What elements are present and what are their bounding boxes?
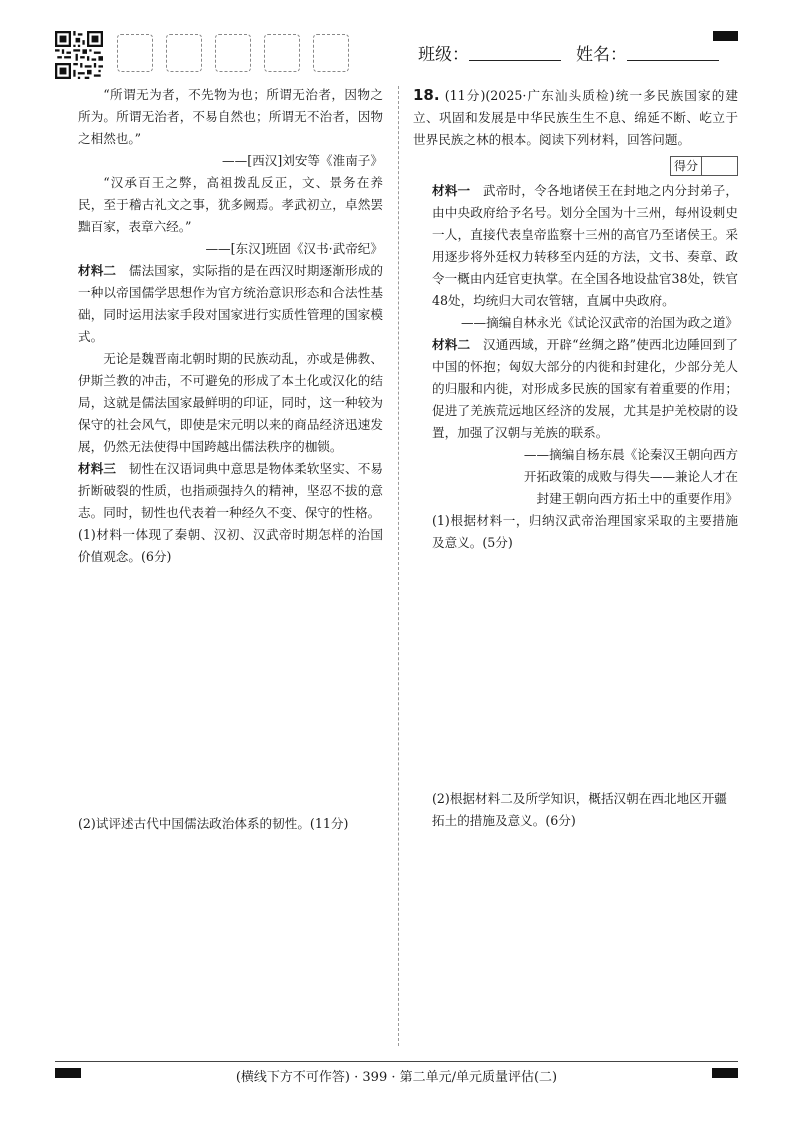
source-hanshu: ——[东汉]班固《汉书·武帝纪》 [205,241,383,256]
material-3-text: 韧性在汉语词典中意思是物体柔软坚实、不易折断破裂的性质，也指顽强持久的精神，坚忍不拔的意志。同时，韧性也代表着一种经久不变、保守的性格。 [78,461,384,520]
left-column [78,84,383,568]
source-material-1: ——摘编自林永光《试论汉武帝的治国为政之道》 [460,315,738,330]
material-2-right [432,334,738,444]
class-input-line[interactable] [469,60,561,61]
material-3 [78,458,383,524]
quote-huainanzi: “所谓无为者，不先物为也；所谓无治者，因物之所为。所谓无治者，不易自然也；所谓无不治者，因物之相然也。” [78,87,383,146]
answer-slot [264,34,300,72]
answer-area-18-2[interactable] [432,838,738,1043]
class-label: 班级： [418,45,469,65]
column-divider [398,86,399,1046]
score-box[interactable] [670,156,738,176]
material-2-right-text: 汉通西域，开辟“丝绸之路”使西北边陲回到了中国的怀抱；匈奴大部分的内徙和封建化，少部分羌人的归服和内徙，对形成多民族的国家有着重要的作用；促进了羌族荒远地区经济的发展，尤其是护羌校尉的设置，加强了汉朝与羌族的联系。 [432,337,739,440]
right-materials [432,180,738,554]
material-2-label: 材料二 [78,263,117,278]
source-material-2-line-2: 开拓政策的成败与得失——兼论人才在 [523,469,738,484]
qr-code-icon [55,31,103,79]
answer-area-q2[interactable] [78,840,383,1040]
material-2 [78,260,383,348]
material-2-right-label: 材料二 [432,337,471,352]
question-18-intro [413,84,738,151]
question-number: 18. [413,86,440,104]
material-3-label: 材料三 [78,461,117,476]
answer-slot [117,34,153,72]
name-label: 姓名： [576,45,627,65]
material-1-text: 武帝时，令各地诸侯王在封地之内分封弟子，由中央政府给予名号。划分全国为十三州，每州设刺史一人，直接代表皇帝监察十三州的高官乃至诸侯王。采用逐步将外廷权力转移至内廷的方法，文书、奏章、政令一概由内廷官吏执掌。在全国各地设盐官38处，铁官48处，均统归大司农管辖，直属中央政府。 [432,183,739,308]
source-material-2-line-1: ——摘编自杨东晨《论秦汉王朝向西方 [523,447,738,462]
answer-area-18-1[interactable] [432,575,738,780]
source-material-2-line-3: 封建王朝向西方拓土中的重要作用》 [536,491,738,506]
quote-hanshu: “汉承百王之弊，高祖拨乱反正，文、景务在养民，至于稽古礼文之事，犹多阙焉。孝武初立，卓然罢黜百家，表章六经。” [78,175,383,234]
question-1: (1)材料一体现了秦朝、汉初、汉武帝时期怎样的治国价值观念。(6分) [78,527,383,564]
answer-area-q1[interactable] [78,605,383,805]
material-2-paragraph-2: 无论是魏晋南北朝时期的民族动乱，亦或是佛教、伊斯兰教的冲击，不可避免的形成了本土化或汉化的结局，这就是儒法国家最鲜明的印证，同时，这一种较为保守的社会风气，即使是宋元明以来的商品经济迅速发展，仍然无法使得中国跨越出儒法秩序的枷锁。 [78,351,383,454]
material-2-text: 儒法国家，实际指的是在西汉时期逐渐形成的一种以帝国儒学思想作为官方统治意识形态和合法性基础，同时运用法家手段对国家进行实质性管理的国家模式。 [78,263,384,344]
answer-slot [215,34,251,72]
footer-rule [55,1061,738,1062]
score-field[interactable] [702,157,737,175]
corner-mark [713,31,738,41]
name-input-line[interactable] [627,60,719,61]
answer-slot [166,34,202,72]
question-18-2: (2)根据材料二及所学知识，概括汉朝在西北地区开疆拓土的措施及意义。(6分) [432,791,727,828]
question-18-1: (1)根据材料一，归纳汉武帝治理国家采取的主要措施及意义。(5分) [432,513,738,550]
question-18 [413,84,738,151]
source-huainanzi: ——[西汉]刘安等《淮南子》 [222,153,383,168]
material-1 [432,180,738,312]
material-1-label: 材料一 [432,183,471,198]
question-2: (2)试评述古代中国儒法政治体系的韧性。(11分) [78,816,349,831]
score-label: 得分 [671,157,702,175]
footer-text: (横线下方不可作答) · 399 · 第二单元/单元质量评估(二) [235,1070,558,1085]
answer-slot [313,34,349,72]
question-18-intro-text: (11分)(2025·广东汕头质检)统一多民族国家的建立、巩固和发展是中华民族生生不息、绵延不断、屹立于世界民族之林的根本。阅读下列材料，回答问题。 [413,88,738,147]
